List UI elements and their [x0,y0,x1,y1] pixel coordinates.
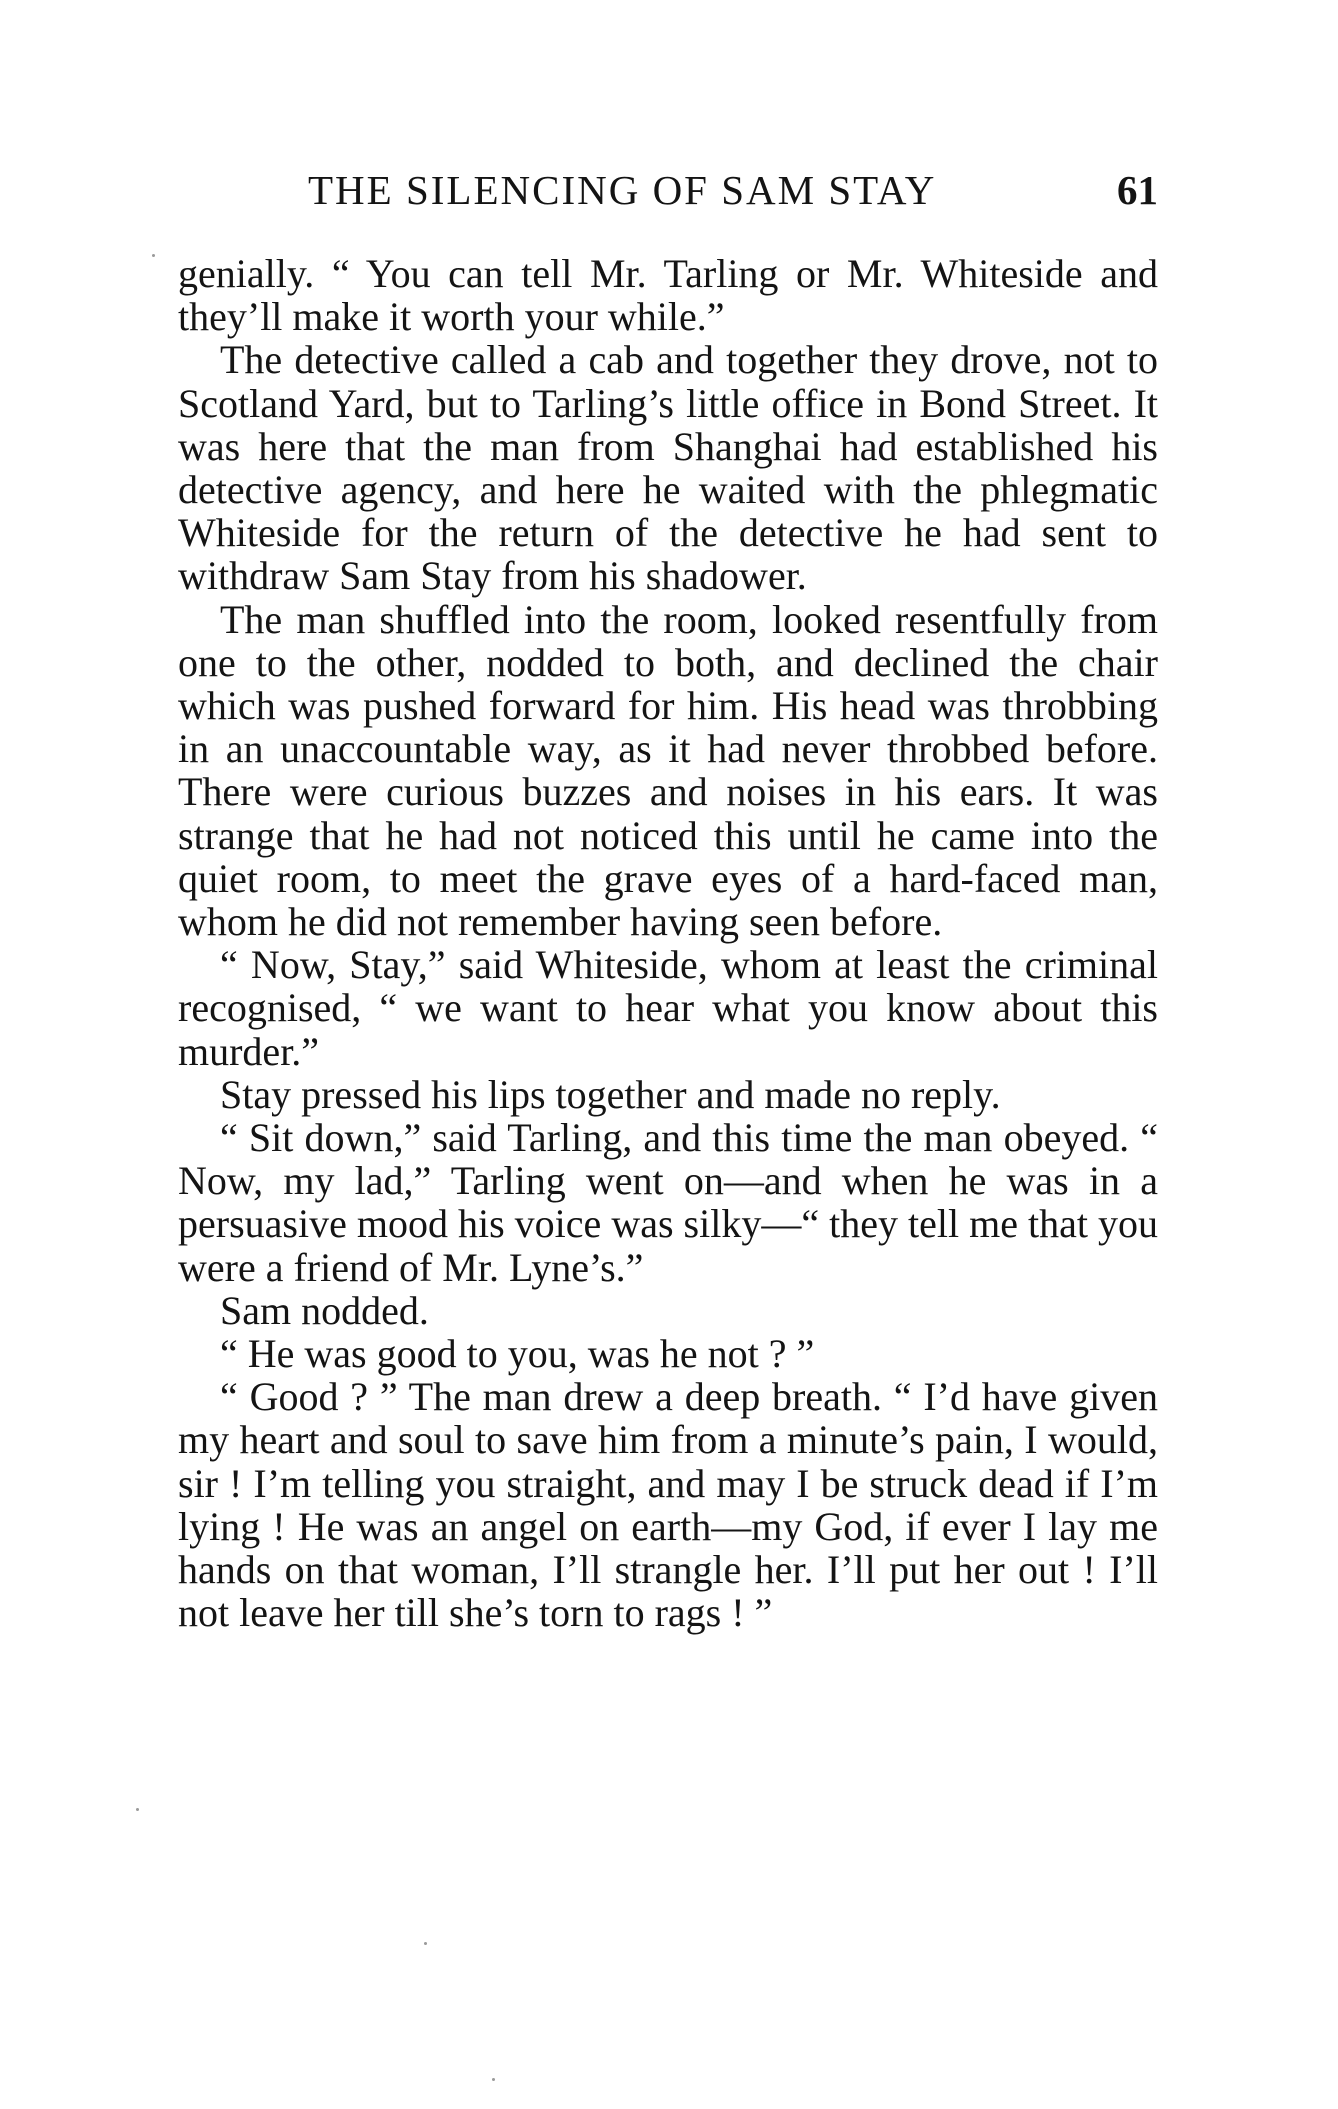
paragraph: “ He was good to you, was he not ? ” [220,1331,815,1377]
paper-speck [424,1942,427,1945]
running-head [178,160,1158,220]
paper-speck [152,254,155,257]
page-number: 61 [1117,167,1158,213]
body-text [178,252,1158,1635]
paragraph: “ Good ? ” The man drew a deep breath. “ I’d have given my heart and soul to save him from a minute’s pain, I would, sir ! I’m telling you straight, and may I be struck dead if I’m lying ! He was an angel on earth—my God, if ever I lay me hands on that woman, I’ll strangle her. I’ll put her out ! I’ll not leave her till she’s torn to rags ! ” [178,1374,1158,1636]
paragraph: The man shuffled into the room, looked resentfully from one to the other, nodded to both, and declined the chair which was pushed forward for him. His head was throbbing in an unaccountable way, as it had never throbbed before. There were curious buzzes and noises in his ears. It was strange that he had not noticed this until he came into the quiet room, to meet the grave eyes of a hard-faced man, whom he did not remember having seen before. [178,596,1158,945]
paragraph: genially. “ You can tell Mr. Tarling or Mr. Whiteside and they’ll make it worth your while.” [178,251,1158,340]
paper-speck [492,2078,495,2081]
paragraph: “ Now, Stay,” said Whiteside, whom at least the criminal recognised, “ we want to hear what you know about this murder.” [178,942,1158,1074]
paper-speck [136,1808,139,1811]
running-title: THE SILENCING OF SAM STAY [308,167,937,213]
paragraph: “ Sit down,” said Tarling, and this time the man obeyed. “ Now, my lad,” Tarling went on—and when he was in a persuasive mood his voice was silky—“ they tell me that you were a friend of Mr. Lyne’s.” [178,1115,1158,1290]
paragraph: Sam nodded. [220,1287,429,1333]
paragraph: Stay pressed his lips together and made no reply. [220,1071,1001,1117]
paragraph: The detective called a cab and together they drove, not to Scotland Yard, but to Tarling’s little office in Bond Street. It was here that the man from Shanghai had established his detective agency, and here he waited with the phlegmatic Whiteside for the return of the detective he had sent to withdraw Sam Stay from his shadower. [178,337,1158,599]
